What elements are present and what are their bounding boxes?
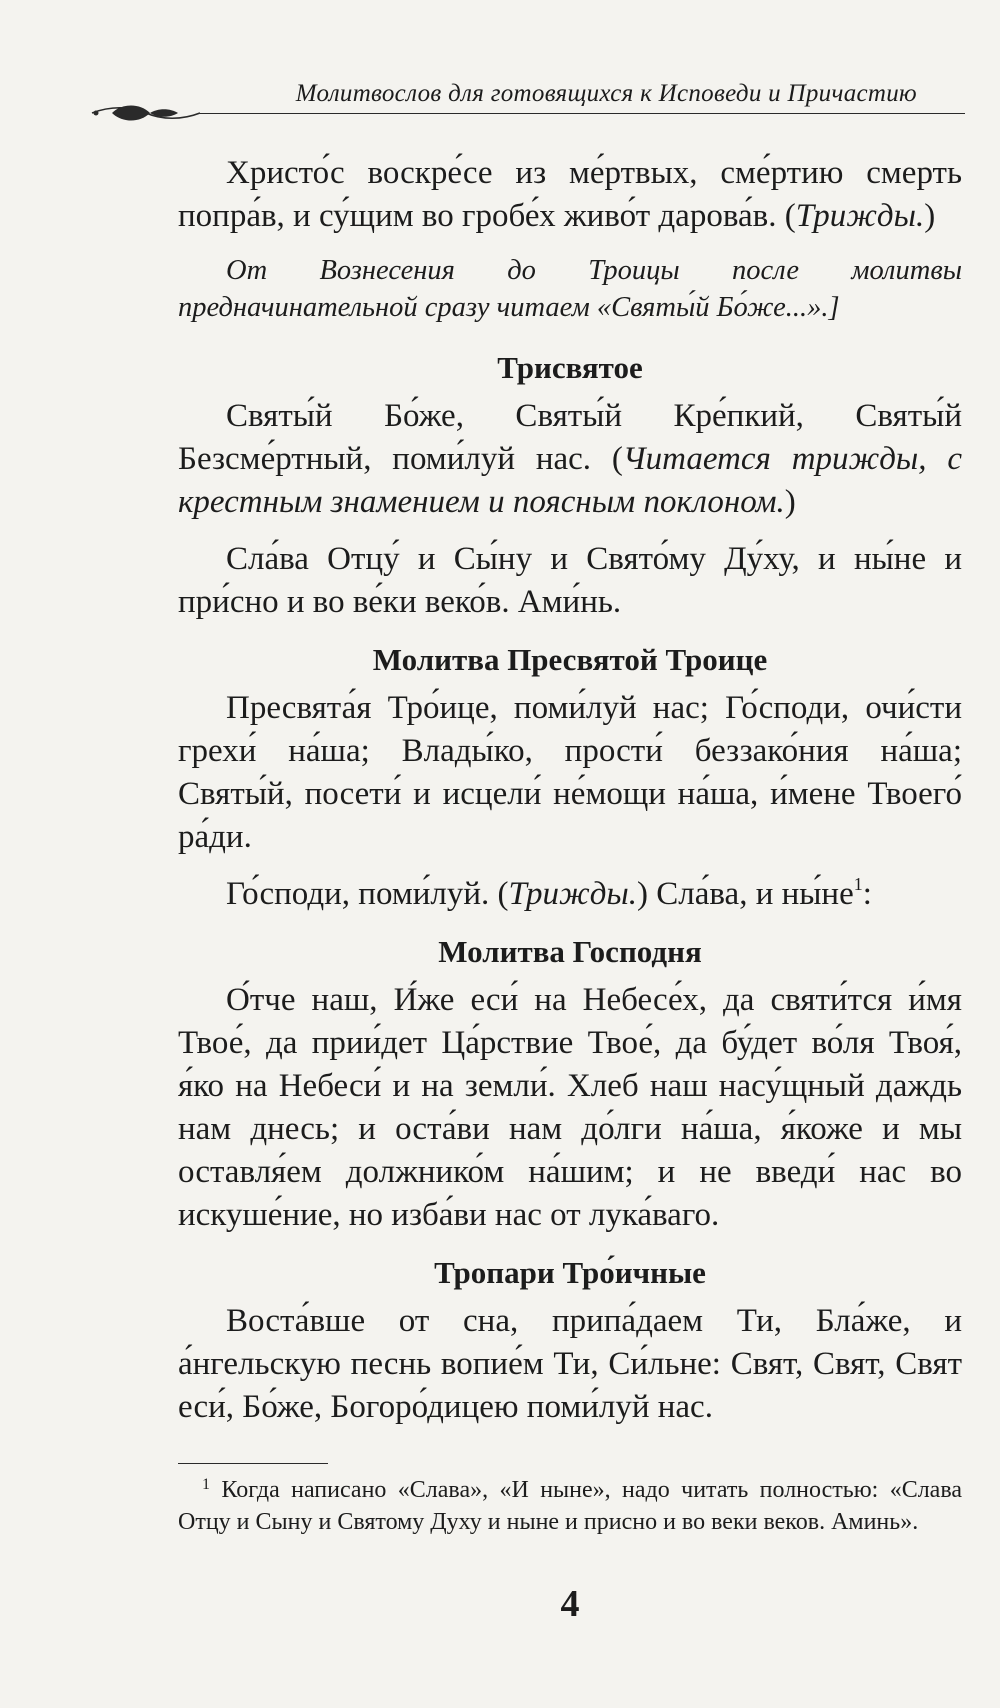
footnote-rule xyxy=(178,1463,328,1464)
heading-trinity-prayer: Молитва Пресвятой Троице xyxy=(372,642,768,677)
leaf-flourish-icon xyxy=(90,100,202,126)
running-head xyxy=(90,78,965,118)
heading-lords-prayer: Молитва Господня xyxy=(438,934,702,969)
page-number: 4 xyxy=(560,1583,580,1625)
footnote: $^1$ Когда написано «Слава», «И ныне», надо читать полностью: «Слава Отцу и Сыну и Святому Духу и ныне и присно и во веки веков. Аминь». xyxy=(178,1476,962,1535)
heading-troparia: Тропари Тро́ичные xyxy=(434,1255,706,1290)
running-title: Молитвослов для готовящихся к Исповеди и Причастию xyxy=(295,80,917,107)
page-body xyxy=(178,152,962,1443)
paragraph-trisagion: Святы́й Бо́же, Святы́й Кре́пкий, Святы́й Безсме́ртный, поми́луй нас. (Читается трижды, с крестным знамением и поясным поклоном.) xyxy=(178,398,963,520)
footnote-number: 1 xyxy=(202,1476,210,1493)
paragraph-christ-is-risen: Христо́с воскре́се из ме́ртвых, сме́ртию смерть попра́в, и су́щим во гробе́х живо́т дарова́в. (Трижды.) xyxy=(178,155,962,234)
paragraph-lords-prayer: О́тче наш, И́же еси́ на Небесе́х, да святи́тся и́мя Твое́, да прии́дет Ца́рствие Твое́, да бу́дет во́ля Твоя́, я́ко на Небеси́ и на земли́. Хлеб наш насу́щный даждь нам днесь; и оста́ви нам до́лги на́ша, я́коже и мы оставля́ем должнико́м на́шим; и не введи́ нас во искуше́ние, но изба́ви нас от лука́ваго. xyxy=(178,982,962,1233)
paragraph-trinity-prayer: Пресвята́я Тро́ице, поми́луй нас; Го́споди, очи́сти грехи́ на́ша; Влады́ко, прости́ беззако́ния на́ша; Святы́й, посети́ и исцели́ не́мощи на́ша, и́мене Твоего́ ра́ди. xyxy=(178,690,962,855)
paragraph-troparia: Воста́вше от сна, припа́даем Ти, Бла́же, и а́нгельскую песнь вопие́м Ти, Си́льне: Свят, Свят, Свят еси́, Бо́же, Богоро́дицею поми́луй нас. xyxy=(178,1303,962,1425)
paragraph-lord-have-mercy: Го́споди, поми́луй. (Трижды.) Сла́ва, и $ны́не^1$: xyxy=(226,874,872,912)
heading-trisagion: Трисвятое xyxy=(497,350,643,385)
header-rule xyxy=(200,113,965,114)
rubric-note: От Вознесения до Троицы после молитвы предначинательной сразу читаем «Святы́й Бо́же...».] xyxy=(178,255,962,323)
footnote-marker: 1 xyxy=(853,874,863,894)
paragraph-glory: Сла́ва Отцу́ и Сы́ну и Свято́му Ду́ху, и ны́не и при́сно и во ве́ки веко́в. Ами́нь. xyxy=(178,541,962,620)
